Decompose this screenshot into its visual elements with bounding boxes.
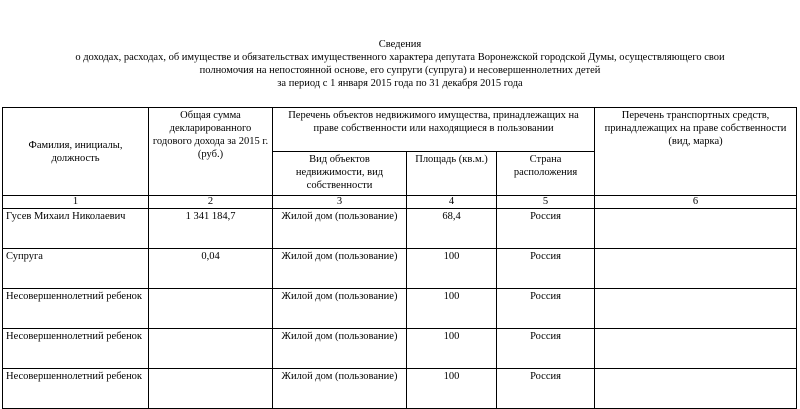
cell-name: Несовершеннолетний ребенок <box>3 369 149 409</box>
cell-country: Россия <box>497 289 595 329</box>
cell-name: Гусев Михаил Николаевич <box>3 209 149 249</box>
document-subtitle-line-1: о доходах, расходах, об имуществе и обязательствах имущественного характера депутата Воронежской городской Думы, осуществляющего свои <box>75 52 725 63</box>
header-area: Площадь (кв.м.) <box>407 152 497 196</box>
cell-name: Несовершеннолетний ребенок <box>3 289 149 329</box>
header-income: Общая сумма декларированного годового дохода за 2015 г. (руб.) <box>149 108 273 196</box>
table-row <box>3 249 797 289</box>
cell-income <box>149 289 273 329</box>
declaration-table <box>2 107 797 409</box>
column-number: 4 <box>407 196 497 209</box>
column-number: 1 <box>3 196 149 209</box>
cell-vehicles <box>595 289 797 329</box>
cell-name: Несовершеннолетний ребенок <box>3 329 149 369</box>
cell-vehicles <box>595 369 797 409</box>
table-row <box>3 289 797 329</box>
cell-vehicles <box>595 249 797 289</box>
document-subtitle-line-2: полномочия на непостоянной основе, его супруги (супруга) и несовершеннолетних детей <box>199 65 601 76</box>
cell-income: 1 341 184,7 <box>149 209 273 249</box>
column-numbers-row <box>3 196 797 209</box>
table-row <box>3 209 797 249</box>
document-title: Сведения <box>378 39 422 50</box>
cell-area: 100 <box>407 369 497 409</box>
cell-realty-type: Жилой дом (пользование) <box>273 249 407 289</box>
cell-vehicles <box>595 329 797 369</box>
cell-income <box>149 369 273 409</box>
cell-realty-type: Жилой дом (пользование) <box>273 209 407 249</box>
cell-realty-type: Жилой дом (пользование) <box>273 289 407 329</box>
header-realty-type: Вид объектов недвижимости, вид собственности <box>273 152 407 196</box>
header-vehicles: Перечень транспортных средств, принадлежащих на праве собственности (вид, марка) <box>595 108 797 196</box>
cell-area: 100 <box>407 289 497 329</box>
cell-country: Россия <box>497 209 595 249</box>
cell-income <box>149 329 273 369</box>
cell-country: Россия <box>497 329 595 369</box>
header-realty-group: Перечень объектов недвижимого имущества, принадлежащих на праве собственности или находящиеся в пользовании <box>273 108 595 152</box>
cell-area: 100 <box>407 329 497 369</box>
column-number: 2 <box>149 196 273 209</box>
cell-realty-type: Жилой дом (пользование) <box>273 329 407 369</box>
cell-country: Россия <box>497 249 595 289</box>
cell-area: 68,4 <box>407 209 497 249</box>
table-row <box>3 369 797 409</box>
cell-country: Россия <box>497 369 595 409</box>
document-header <box>0 38 800 90</box>
cell-income: 0,04 <box>149 249 273 289</box>
column-number: 5 <box>497 196 595 209</box>
table-row <box>3 329 797 369</box>
cell-name: Супруга <box>3 249 149 289</box>
header-country: Страна расположения <box>497 152 595 196</box>
column-number: 6 <box>595 196 797 209</box>
cell-realty-type: Жилой дом (пользование) <box>273 369 407 409</box>
document-period: за период с 1 января 2015 года по 31 декабря 2015 года <box>277 78 523 89</box>
column-number: 3 <box>273 196 407 209</box>
cell-vehicles <box>595 209 797 249</box>
header-name: Фамилия, инициалы, должность <box>3 108 149 196</box>
cell-area: 100 <box>407 249 497 289</box>
